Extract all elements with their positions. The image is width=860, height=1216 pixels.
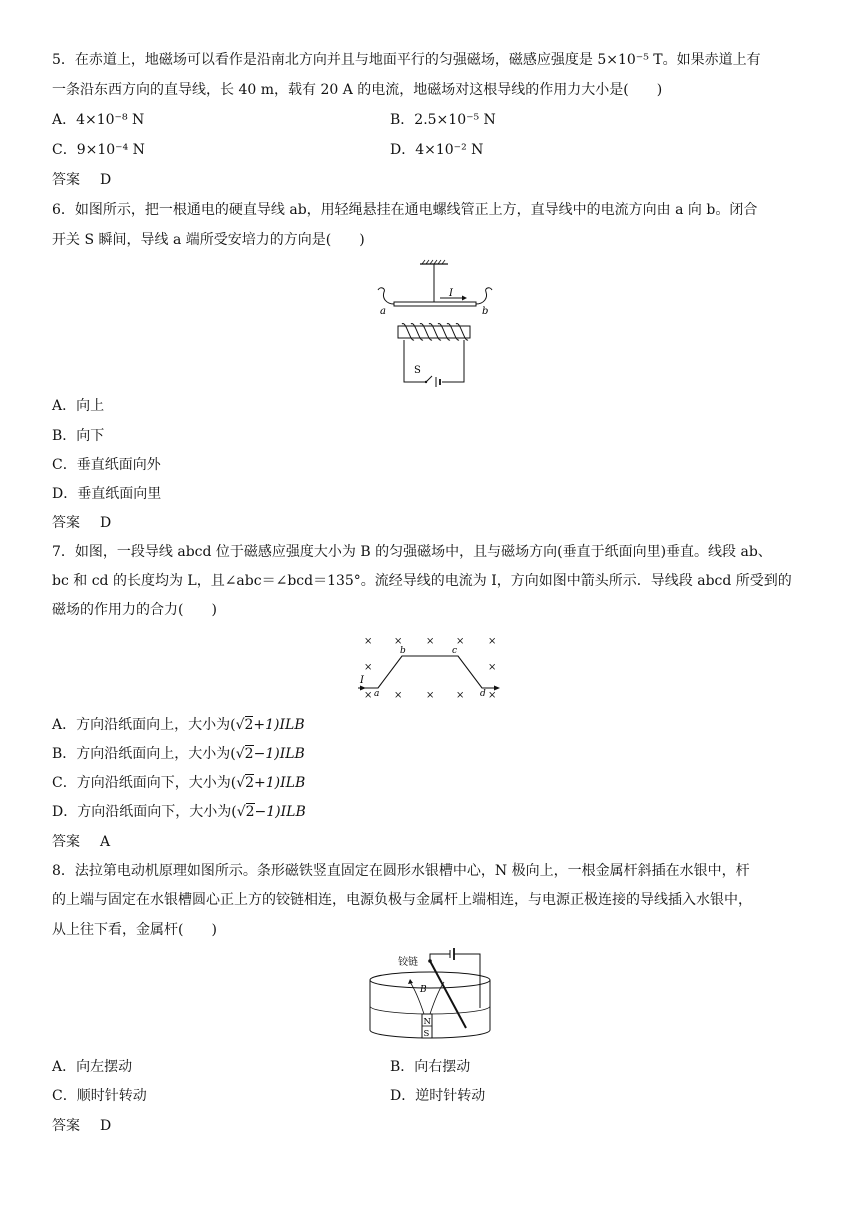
q6-stem-line2: 开关 S 瞬间，导线 a 端所受安培力的方向是( ) xyxy=(52,232,365,248)
q8-label-s: S xyxy=(423,1029,430,1039)
q6-option-c: C．垂直纸面向外 xyxy=(52,457,161,473)
q7-stem-line3: 磁场的作用力的合力( ) xyxy=(52,602,217,618)
q8-stem-line3: 从上往下看，金属杆( ) xyxy=(52,922,217,938)
q7-cross: × xyxy=(394,636,403,647)
q7-option-b: B．方向沿纸面向上，大小为(√2−1)ILB xyxy=(52,746,305,762)
q7-cross: × xyxy=(364,690,373,701)
q8-label-b: B xyxy=(420,985,427,995)
q7-stem-line1: 7．如图，一段导线 abcd 位于磁感应强度大小为 B 的匀强磁场中，且与磁场方向(垂直于纸面向里)垂直。线段 ab、 xyxy=(52,544,772,560)
q7-option-d: D．方向沿纸面向下，大小为(√2−1)ILB xyxy=(52,804,306,820)
q6-label-switch: S xyxy=(414,365,421,376)
q6-answer xyxy=(52,513,111,533)
q8-option-c: C．顺时针转动 xyxy=(52,1088,147,1104)
q7-label-current: I xyxy=(360,675,364,686)
q7-option-c: C．方向沿纸面向下，大小为(√2+1)ILB xyxy=(52,775,306,791)
q8-answer-label: 答案 xyxy=(52,1118,80,1134)
q5-stem-line2: 一条沿东西方向的直导线，长 40 m，载有 20 A 的电流，地磁场对这根导线的作用力大小是( ) xyxy=(52,82,663,98)
q6-answer-label: 答案 xyxy=(52,515,80,531)
q7-cross: × xyxy=(394,690,403,701)
q8-answer-value: D xyxy=(100,1118,112,1134)
q6-label-b: b xyxy=(482,306,489,317)
q5-stem-line1: 5．在赤道上，地磁场可以看作是沿南北方向并且与地面平行的匀强磁场，磁感应强度是 5×10⁻⁵ T。如果赤道上有 xyxy=(52,52,761,68)
q7-cross: × xyxy=(364,636,373,647)
q7-cross: × xyxy=(426,690,435,701)
q7-label-a: a xyxy=(374,689,380,699)
q6-stem-line1: 6．如图所示，把一根通电的硬直导线 ab，用轻绳悬挂在通电螺线管正上方，直导线中的电流方向由 a 向 b。闭合 xyxy=(52,202,758,218)
q7-cross: × xyxy=(364,662,373,673)
q6-label-current: I xyxy=(449,288,453,299)
q8-option-b: B．向右摆动 xyxy=(390,1059,471,1075)
q5-option-a: A．4×10⁻⁸ N xyxy=(52,112,145,128)
q7-label-b: b xyxy=(400,646,406,656)
q7-label-c: c xyxy=(452,646,458,656)
q7-option-a: A．方向沿纸面向上，大小为(√2+1)ILB xyxy=(52,717,305,733)
q7-cross: × xyxy=(488,662,497,673)
q8-option-a: A．向左摆动 xyxy=(52,1059,133,1075)
q8-label-hinge: 铰链 xyxy=(398,957,418,968)
q6-answer-value: D xyxy=(100,515,112,531)
q6-option-d: D．垂直纸面向里 xyxy=(52,486,162,502)
q7-cross: × xyxy=(456,636,465,647)
q7-answer xyxy=(52,832,110,852)
q8-answer xyxy=(52,1116,111,1136)
q5-answer-label: 答案 xyxy=(52,172,80,188)
q7-answer-label: 答案 xyxy=(52,834,80,850)
q8-option-d: D．逆时针转动 xyxy=(390,1088,486,1104)
q8-label-n: N xyxy=(423,1017,431,1027)
q8-figure-motor xyxy=(364,946,504,1046)
q7-cross: × xyxy=(426,636,435,647)
q5-answer-value: D xyxy=(100,172,112,188)
q5-option-d: D．4×10⁻² N xyxy=(390,142,484,158)
q5-option-b: B．2.5×10⁻⁵ N xyxy=(390,112,496,128)
q7-figure-wire xyxy=(356,630,506,702)
q5-option-c: C．9×10⁻⁴ N xyxy=(52,142,145,158)
q7-cross: × xyxy=(456,690,465,701)
q7-cross: × xyxy=(488,690,497,701)
q6-label-a: a xyxy=(380,306,386,317)
q5-answer xyxy=(52,170,111,190)
q7-answer-value: A xyxy=(100,834,111,850)
q7-cross: × xyxy=(488,636,497,647)
q6-figure-solenoid xyxy=(370,258,500,388)
q8-stem-line1: 8．法拉第电动机原理如图所示。条形磁铁竖直固定在圆形水银槽中心，N 极向上，一根金属杆斜插在水银中，杆 xyxy=(52,863,750,879)
q7-stem-line2: bc 和 cd 的长度均为 L，且∠abc＝∠bcd＝135°。流经导线的电流为 I，方向如图中箭头所示．导线段 abcd 所受到的 xyxy=(52,573,792,589)
q6-option-a: A．向上 xyxy=(52,398,105,414)
q8-stem-line2: 的上端与固定在水银槽圆心正上方的铰链相连，电源负极与金属杆上端相连，与电源正极连接的导线插入水银中， xyxy=(52,892,752,908)
q7-label-d: d xyxy=(480,689,486,699)
q6-option-b: B．向下 xyxy=(52,428,105,444)
